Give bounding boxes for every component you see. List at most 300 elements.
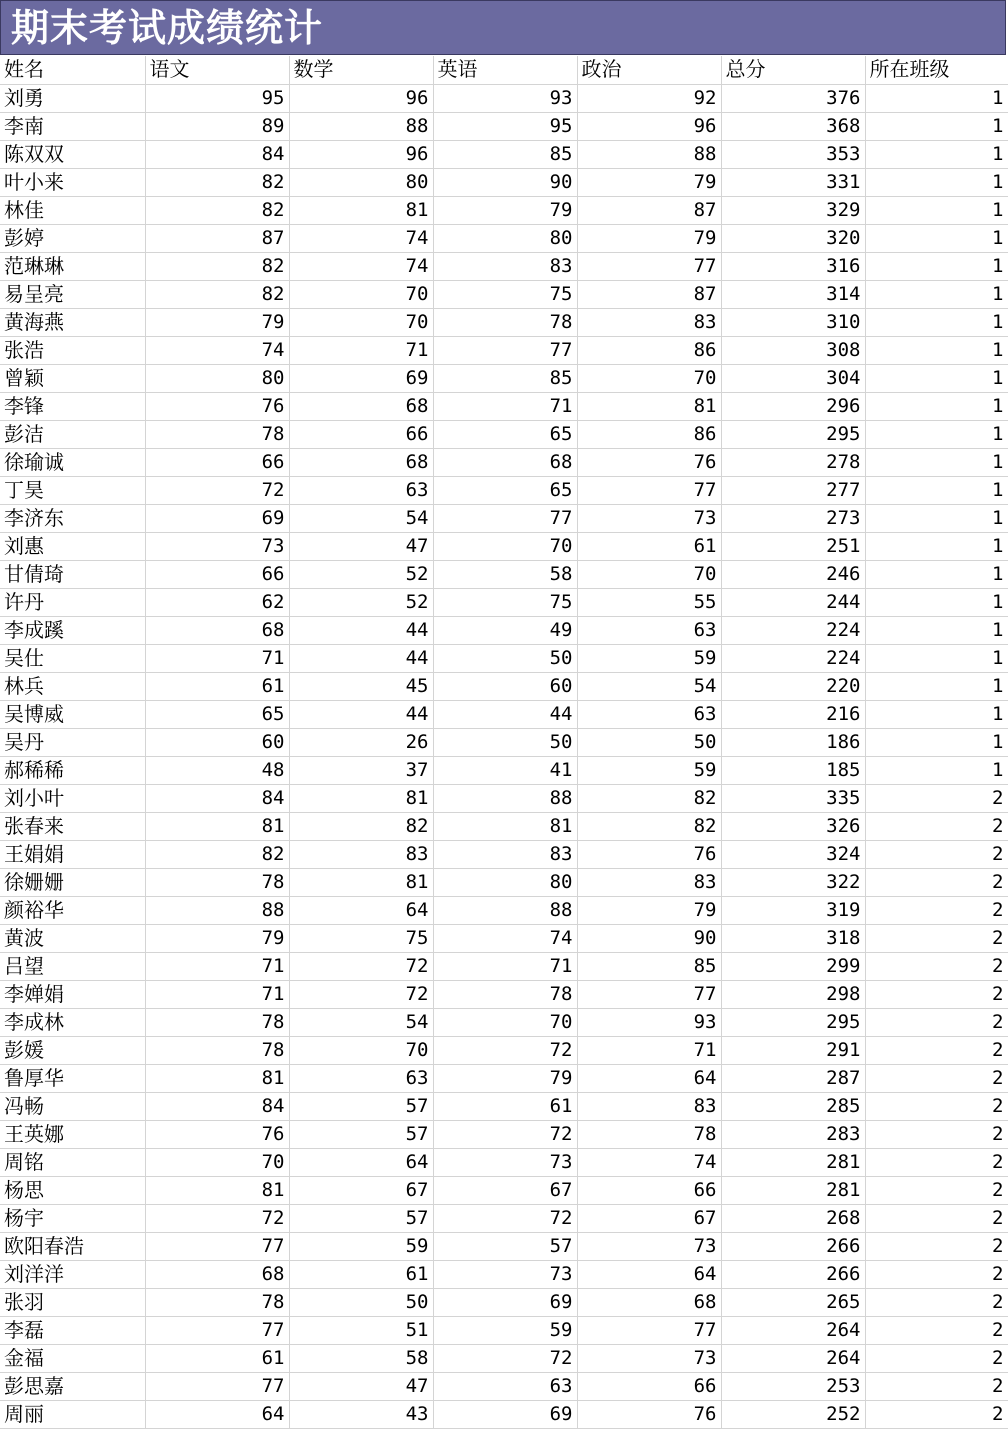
class-number-cell[interactable]: 2 <box>865 1036 1008 1064</box>
score-chinese-cell[interactable]: 73 <box>145 532 289 560</box>
score-chinese-cell[interactable]: 77 <box>145 1372 289 1400</box>
score-math-cell[interactable]: 47 <box>289 1372 433 1400</box>
score-politics-cell[interactable]: 64 <box>577 1260 721 1288</box>
score-chinese-cell[interactable]: 62 <box>145 588 289 616</box>
score-math-cell[interactable]: 43 <box>289 1400 433 1428</box>
score-english-cell[interactable]: 81 <box>433 812 577 840</box>
score-math-cell[interactable]: 66 <box>289 420 433 448</box>
score-math-cell[interactable]: 26 <box>289 728 433 756</box>
score-politics-cell[interactable]: 93 <box>577 1008 721 1036</box>
score-total-cell[interactable]: 185 <box>721 756 865 784</box>
score-chinese-cell[interactable]: 71 <box>145 980 289 1008</box>
score-politics-cell[interactable]: 59 <box>577 756 721 784</box>
score-chinese-cell[interactable]: 74 <box>145 336 289 364</box>
score-math-cell[interactable]: 52 <box>289 560 433 588</box>
class-number-cell[interactable]: 2 <box>865 1120 1008 1148</box>
score-english-cell[interactable]: 88 <box>433 896 577 924</box>
score-english-cell[interactable]: 65 <box>433 420 577 448</box>
score-total-cell[interactable]: 283 <box>721 1120 865 1148</box>
class-number-cell[interactable]: 1 <box>865 308 1008 336</box>
student-name-cell[interactable]: 颜裕华 <box>0 896 145 924</box>
score-english-cell[interactable]: 72 <box>433 1344 577 1372</box>
class-number-cell[interactable]: 1 <box>865 448 1008 476</box>
score-chinese-cell[interactable]: 81 <box>145 1176 289 1204</box>
score-total-cell[interactable]: 320 <box>721 224 865 252</box>
score-chinese-cell[interactable]: 68 <box>145 616 289 644</box>
student-name-cell[interactable]: 吴博威 <box>0 700 145 728</box>
student-name-cell[interactable]: 冯畅 <box>0 1092 145 1120</box>
score-chinese-cell[interactable]: 65 <box>145 700 289 728</box>
student-name-cell[interactable]: 曾颖 <box>0 364 145 392</box>
class-number-cell[interactable]: 1 <box>865 84 1008 112</box>
score-english-cell[interactable]: 67 <box>433 1176 577 1204</box>
score-politics-cell[interactable]: 70 <box>577 560 721 588</box>
score-chinese-cell[interactable]: 77 <box>145 1232 289 1260</box>
score-math-cell[interactable]: 37 <box>289 756 433 784</box>
score-chinese-cell[interactable]: 71 <box>145 644 289 672</box>
class-number-cell[interactable]: 1 <box>865 280 1008 308</box>
student-name-cell[interactable]: 彭思嘉 <box>0 1372 145 1400</box>
score-politics-cell[interactable]: 77 <box>577 252 721 280</box>
student-name-cell[interactable]: 吴丹 <box>0 728 145 756</box>
student-name-cell[interactable]: 周丽 <box>0 1400 145 1428</box>
score-chinese-cell[interactable]: 88 <box>145 896 289 924</box>
class-number-cell[interactable]: 1 <box>865 364 1008 392</box>
score-total-cell[interactable]: 324 <box>721 840 865 868</box>
score-math-cell[interactable]: 82 <box>289 812 433 840</box>
score-total-cell[interactable]: 331 <box>721 168 865 196</box>
class-number-cell[interactable]: 2 <box>865 952 1008 980</box>
score-total-cell[interactable]: 246 <box>721 560 865 588</box>
score-politics-cell[interactable]: 86 <box>577 336 721 364</box>
class-number-cell[interactable]: 1 <box>865 616 1008 644</box>
score-total-cell[interactable]: 304 <box>721 364 865 392</box>
score-english-cell[interactable]: 71 <box>433 392 577 420</box>
score-politics-cell[interactable]: 83 <box>577 868 721 896</box>
score-total-cell[interactable]: 244 <box>721 588 865 616</box>
score-total-cell[interactable]: 266 <box>721 1260 865 1288</box>
score-politics-cell[interactable]: 86 <box>577 420 721 448</box>
score-chinese-cell[interactable]: 82 <box>145 280 289 308</box>
score-total-cell[interactable]: 216 <box>721 700 865 728</box>
score-english-cell[interactable]: 50 <box>433 728 577 756</box>
score-chinese-cell[interactable]: 95 <box>145 84 289 112</box>
class-number-cell[interactable]: 1 <box>865 560 1008 588</box>
score-politics-cell[interactable]: 96 <box>577 112 721 140</box>
class-number-cell[interactable]: 2 <box>865 1064 1008 1092</box>
score-math-cell[interactable]: 81 <box>289 784 433 812</box>
score-english-cell[interactable]: 57 <box>433 1232 577 1260</box>
score-english-cell[interactable]: 85 <box>433 140 577 168</box>
student-name-cell[interactable]: 刘勇 <box>0 84 145 112</box>
score-chinese-cell[interactable]: 71 <box>145 952 289 980</box>
class-number-cell[interactable]: 1 <box>865 420 1008 448</box>
score-english-cell[interactable]: 80 <box>433 224 577 252</box>
score-chinese-cell[interactable]: 80 <box>145 364 289 392</box>
class-number-cell[interactable]: 1 <box>865 252 1008 280</box>
score-total-cell[interactable]: 335 <box>721 784 865 812</box>
score-politics-cell[interactable]: 87 <box>577 280 721 308</box>
score-chinese-cell[interactable]: 72 <box>145 476 289 504</box>
score-total-cell[interactable]: 224 <box>721 616 865 644</box>
score-english-cell[interactable]: 50 <box>433 644 577 672</box>
class-number-cell[interactable]: 2 <box>865 1372 1008 1400</box>
score-math-cell[interactable]: 70 <box>289 280 433 308</box>
score-total-cell[interactable]: 296 <box>721 392 865 420</box>
header-class[interactable]: 所在班级 <box>865 56 1008 84</box>
score-math-cell[interactable]: 57 <box>289 1204 433 1232</box>
score-politics-cell[interactable]: 82 <box>577 784 721 812</box>
score-politics-cell[interactable]: 79 <box>577 168 721 196</box>
class-number-cell[interactable]: 2 <box>865 980 1008 1008</box>
score-math-cell[interactable]: 63 <box>289 1064 433 1092</box>
student-name-cell[interactable]: 金福 <box>0 1344 145 1372</box>
student-name-cell[interactable]: 徐姗姗 <box>0 868 145 896</box>
student-name-cell[interactable]: 李成蹊 <box>0 616 145 644</box>
score-english-cell[interactable]: 59 <box>433 1316 577 1344</box>
class-number-cell[interactable]: 2 <box>865 840 1008 868</box>
student-name-cell[interactable]: 易呈亮 <box>0 280 145 308</box>
score-english-cell[interactable]: 77 <box>433 336 577 364</box>
score-total-cell[interactable]: 281 <box>721 1148 865 1176</box>
class-number-cell[interactable]: 1 <box>865 504 1008 532</box>
score-english-cell[interactable]: 72 <box>433 1036 577 1064</box>
score-total-cell[interactable]: 252 <box>721 1400 865 1428</box>
score-english-cell[interactable]: 75 <box>433 588 577 616</box>
score-chinese-cell[interactable]: 84 <box>145 140 289 168</box>
score-total-cell[interactable]: 329 <box>721 196 865 224</box>
score-politics-cell[interactable]: 87 <box>577 196 721 224</box>
score-chinese-cell[interactable]: 84 <box>145 784 289 812</box>
score-math-cell[interactable]: 75 <box>289 924 433 952</box>
student-name-cell[interactable]: 吕望 <box>0 952 145 980</box>
score-politics-cell[interactable]: 73 <box>577 1344 721 1372</box>
score-math-cell[interactable]: 72 <box>289 980 433 1008</box>
header-name[interactable]: 姓名 <box>0 56 145 84</box>
score-english-cell[interactable]: 70 <box>433 532 577 560</box>
score-politics-cell[interactable]: 68 <box>577 1288 721 1316</box>
student-name-cell[interactable]: 李锋 <box>0 392 145 420</box>
score-math-cell[interactable]: 74 <box>289 224 433 252</box>
score-total-cell[interactable]: 353 <box>721 140 865 168</box>
score-total-cell[interactable]: 266 <box>721 1232 865 1260</box>
score-politics-cell[interactable]: 83 <box>577 308 721 336</box>
student-name-cell[interactable]: 周铭 <box>0 1148 145 1176</box>
score-total-cell[interactable]: 368 <box>721 112 865 140</box>
class-number-cell[interactable]: 2 <box>865 896 1008 924</box>
class-number-cell[interactable]: 1 <box>865 644 1008 672</box>
score-math-cell[interactable]: 64 <box>289 1148 433 1176</box>
score-english-cell[interactable]: 72 <box>433 1204 577 1232</box>
score-chinese-cell[interactable]: 64 <box>145 1400 289 1428</box>
score-total-cell[interactable]: 220 <box>721 672 865 700</box>
student-name-cell[interactable]: 刘小叶 <box>0 784 145 812</box>
score-math-cell[interactable]: 47 <box>289 532 433 560</box>
score-chinese-cell[interactable]: 79 <box>145 308 289 336</box>
class-number-cell[interactable]: 2 <box>865 784 1008 812</box>
class-number-cell[interactable]: 2 <box>865 1288 1008 1316</box>
score-math-cell[interactable]: 80 <box>289 168 433 196</box>
class-number-cell[interactable]: 1 <box>865 756 1008 784</box>
score-total-cell[interactable]: 299 <box>721 952 865 980</box>
class-number-cell[interactable]: 1 <box>865 672 1008 700</box>
score-english-cell[interactable]: 73 <box>433 1148 577 1176</box>
score-politics-cell[interactable]: 76 <box>577 448 721 476</box>
score-math-cell[interactable]: 68 <box>289 448 433 476</box>
score-chinese-cell[interactable]: 70 <box>145 1148 289 1176</box>
score-math-cell[interactable]: 52 <box>289 588 433 616</box>
score-math-cell[interactable]: 57 <box>289 1120 433 1148</box>
score-english-cell[interactable]: 79 <box>433 1064 577 1092</box>
score-politics-cell[interactable]: 76 <box>577 1400 721 1428</box>
score-politics-cell[interactable]: 63 <box>577 616 721 644</box>
score-chinese-cell[interactable]: 78 <box>145 420 289 448</box>
score-chinese-cell[interactable]: 81 <box>145 812 289 840</box>
score-english-cell[interactable]: 49 <box>433 616 577 644</box>
class-number-cell[interactable]: 2 <box>865 1400 1008 1428</box>
score-math-cell[interactable]: 63 <box>289 476 433 504</box>
score-english-cell[interactable]: 74 <box>433 924 577 952</box>
header-politics[interactable]: 政治 <box>577 56 721 84</box>
score-math-cell[interactable]: 45 <box>289 672 433 700</box>
score-english-cell[interactable]: 41 <box>433 756 577 784</box>
score-english-cell[interactable]: 68 <box>433 448 577 476</box>
score-politics-cell[interactable]: 83 <box>577 1092 721 1120</box>
score-english-cell[interactable]: 80 <box>433 868 577 896</box>
score-math-cell[interactable]: 83 <box>289 840 433 868</box>
score-chinese-cell[interactable]: 76 <box>145 392 289 420</box>
student-name-cell[interactable]: 范琳琳 <box>0 252 145 280</box>
score-total-cell[interactable]: 318 <box>721 924 865 952</box>
score-english-cell[interactable]: 85 <box>433 364 577 392</box>
class-number-cell[interactable]: 2 <box>865 1148 1008 1176</box>
student-name-cell[interactable]: 徐瑜诚 <box>0 448 145 476</box>
score-chinese-cell[interactable]: 48 <box>145 756 289 784</box>
class-number-cell[interactable]: 1 <box>865 140 1008 168</box>
score-politics-cell[interactable]: 92 <box>577 84 721 112</box>
score-english-cell[interactable]: 90 <box>433 168 577 196</box>
score-total-cell[interactable]: 291 <box>721 1036 865 1064</box>
student-name-cell[interactable]: 陈双双 <box>0 140 145 168</box>
score-total-cell[interactable]: 310 <box>721 308 865 336</box>
score-chinese-cell[interactable]: 66 <box>145 448 289 476</box>
student-name-cell[interactable]: 黄波 <box>0 924 145 952</box>
student-name-cell[interactable]: 欧阳春浩 <box>0 1232 145 1260</box>
class-number-cell[interactable]: 1 <box>865 476 1008 504</box>
score-chinese-cell[interactable]: 78 <box>145 1036 289 1064</box>
score-politics-cell[interactable]: 90 <box>577 924 721 952</box>
score-math-cell[interactable]: 68 <box>289 392 433 420</box>
score-math-cell[interactable]: 71 <box>289 336 433 364</box>
student-name-cell[interactable]: 许丹 <box>0 588 145 616</box>
score-total-cell[interactable]: 277 <box>721 476 865 504</box>
student-name-cell[interactable]: 彭洁 <box>0 420 145 448</box>
class-number-cell[interactable]: 2 <box>865 1260 1008 1288</box>
score-english-cell[interactable]: 61 <box>433 1092 577 1120</box>
score-politics-cell[interactable]: 81 <box>577 392 721 420</box>
student-name-cell[interactable]: 彭媛 <box>0 1036 145 1064</box>
score-math-cell[interactable]: 54 <box>289 504 433 532</box>
class-number-cell[interactable]: 1 <box>865 224 1008 252</box>
score-total-cell[interactable]: 265 <box>721 1288 865 1316</box>
score-total-cell[interactable]: 376 <box>721 84 865 112</box>
score-politics-cell[interactable]: 77 <box>577 980 721 1008</box>
student-name-cell[interactable]: 叶小来 <box>0 168 145 196</box>
score-chinese-cell[interactable]: 60 <box>145 728 289 756</box>
score-total-cell[interactable]: 268 <box>721 1204 865 1232</box>
student-name-cell[interactable]: 林佳 <box>0 196 145 224</box>
score-politics-cell[interactable]: 82 <box>577 812 721 840</box>
header-chinese[interactable]: 语文 <box>145 56 289 84</box>
score-math-cell[interactable]: 59 <box>289 1232 433 1260</box>
score-total-cell[interactable]: 253 <box>721 1372 865 1400</box>
score-politics-cell[interactable]: 88 <box>577 140 721 168</box>
class-number-cell[interactable]: 2 <box>865 868 1008 896</box>
student-name-cell[interactable]: 李磊 <box>0 1316 145 1344</box>
student-name-cell[interactable]: 李婵娟 <box>0 980 145 1008</box>
student-name-cell[interactable]: 鲁厚华 <box>0 1064 145 1092</box>
score-chinese-cell[interactable]: 78 <box>145 1288 289 1316</box>
student-name-cell[interactable]: 张羽 <box>0 1288 145 1316</box>
score-math-cell[interactable]: 44 <box>289 644 433 672</box>
class-number-cell[interactable]: 2 <box>865 812 1008 840</box>
score-english-cell[interactable]: 93 <box>433 84 577 112</box>
student-name-cell[interactable]: 杨宇 <box>0 1204 145 1232</box>
score-chinese-cell[interactable]: 84 <box>145 1092 289 1120</box>
score-english-cell[interactable]: 69 <box>433 1400 577 1428</box>
score-english-cell[interactable]: 78 <box>433 308 577 336</box>
score-chinese-cell[interactable]: 69 <box>145 504 289 532</box>
score-math-cell[interactable]: 88 <box>289 112 433 140</box>
score-politics-cell[interactable]: 66 <box>577 1176 721 1204</box>
class-number-cell[interactable]: 1 <box>865 700 1008 728</box>
score-english-cell[interactable]: 73 <box>433 1260 577 1288</box>
class-number-cell[interactable]: 1 <box>865 532 1008 560</box>
score-total-cell[interactable]: 295 <box>721 1008 865 1036</box>
score-math-cell[interactable]: 74 <box>289 252 433 280</box>
class-number-cell[interactable]: 2 <box>865 1232 1008 1260</box>
score-total-cell[interactable]: 264 <box>721 1316 865 1344</box>
student-name-cell[interactable]: 李济东 <box>0 504 145 532</box>
score-math-cell[interactable]: 81 <box>289 868 433 896</box>
score-chinese-cell[interactable]: 82 <box>145 168 289 196</box>
score-english-cell[interactable]: 77 <box>433 504 577 532</box>
score-chinese-cell[interactable]: 78 <box>145 1008 289 1036</box>
score-chinese-cell[interactable]: 82 <box>145 196 289 224</box>
score-politics-cell[interactable]: 64 <box>577 1064 721 1092</box>
score-total-cell[interactable]: 316 <box>721 252 865 280</box>
score-total-cell[interactable]: 264 <box>721 1344 865 1372</box>
score-english-cell[interactable]: 79 <box>433 196 577 224</box>
student-name-cell[interactable]: 张浩 <box>0 336 145 364</box>
score-total-cell[interactable]: 273 <box>721 504 865 532</box>
score-english-cell[interactable]: 71 <box>433 952 577 980</box>
score-chinese-cell[interactable]: 77 <box>145 1316 289 1344</box>
student-name-cell[interactable]: 林兵 <box>0 672 145 700</box>
score-politics-cell[interactable]: 79 <box>577 224 721 252</box>
header-math[interactable]: 数学 <box>289 56 433 84</box>
class-number-cell[interactable]: 1 <box>865 392 1008 420</box>
score-total-cell[interactable]: 281 <box>721 1176 865 1204</box>
class-number-cell[interactable]: 2 <box>865 1008 1008 1036</box>
student-name-cell[interactable]: 李成林 <box>0 1008 145 1036</box>
header-total[interactable]: 总分 <box>721 56 865 84</box>
score-math-cell[interactable]: 81 <box>289 196 433 224</box>
score-chinese-cell[interactable]: 61 <box>145 672 289 700</box>
student-name-cell[interactable]: 刘惠 <box>0 532 145 560</box>
score-chinese-cell[interactable]: 66 <box>145 560 289 588</box>
score-total-cell[interactable]: 285 <box>721 1092 865 1120</box>
class-number-cell[interactable]: 2 <box>865 1204 1008 1232</box>
score-math-cell[interactable]: 72 <box>289 952 433 980</box>
score-total-cell[interactable]: 295 <box>721 420 865 448</box>
score-english-cell[interactable]: 78 <box>433 980 577 1008</box>
score-total-cell[interactable]: 308 <box>721 336 865 364</box>
score-chinese-cell[interactable]: 61 <box>145 1344 289 1372</box>
student-name-cell[interactable]: 王娟娟 <box>0 840 145 868</box>
score-politics-cell[interactable]: 78 <box>577 1120 721 1148</box>
score-politics-cell[interactable]: 59 <box>577 644 721 672</box>
student-name-cell[interactable]: 彭婷 <box>0 224 145 252</box>
header-english[interactable]: 英语 <box>433 56 577 84</box>
score-math-cell[interactable]: 50 <box>289 1288 433 1316</box>
score-total-cell[interactable]: 314 <box>721 280 865 308</box>
score-politics-cell[interactable]: 70 <box>577 364 721 392</box>
score-english-cell[interactable]: 83 <box>433 252 577 280</box>
score-chinese-cell[interactable]: 89 <box>145 112 289 140</box>
class-number-cell[interactable]: 2 <box>865 1176 1008 1204</box>
class-number-cell[interactable]: 1 <box>865 112 1008 140</box>
score-math-cell[interactable]: 54 <box>289 1008 433 1036</box>
student-name-cell[interactable]: 杨思 <box>0 1176 145 1204</box>
score-politics-cell[interactable]: 73 <box>577 504 721 532</box>
score-total-cell[interactable]: 186 <box>721 728 865 756</box>
score-total-cell[interactable]: 287 <box>721 1064 865 1092</box>
student-name-cell[interactable]: 黄海燕 <box>0 308 145 336</box>
score-total-cell[interactable]: 251 <box>721 532 865 560</box>
class-number-cell[interactable]: 2 <box>865 924 1008 952</box>
student-name-cell[interactable]: 吴仕 <box>0 644 145 672</box>
score-chinese-cell[interactable]: 72 <box>145 1204 289 1232</box>
score-english-cell[interactable]: 72 <box>433 1120 577 1148</box>
class-number-cell[interactable]: 1 <box>865 168 1008 196</box>
score-english-cell[interactable]: 95 <box>433 112 577 140</box>
student-name-cell[interactable]: 王英娜 <box>0 1120 145 1148</box>
score-politics-cell[interactable]: 61 <box>577 532 721 560</box>
score-politics-cell[interactable]: 76 <box>577 840 721 868</box>
class-number-cell[interactable]: 2 <box>865 1344 1008 1372</box>
score-chinese-cell[interactable]: 81 <box>145 1064 289 1092</box>
class-number-cell[interactable]: 2 <box>865 1316 1008 1344</box>
score-chinese-cell[interactable]: 68 <box>145 1260 289 1288</box>
score-english-cell[interactable]: 65 <box>433 476 577 504</box>
score-politics-cell[interactable]: 73 <box>577 1232 721 1260</box>
score-total-cell[interactable]: 326 <box>721 812 865 840</box>
score-math-cell[interactable]: 64 <box>289 896 433 924</box>
score-politics-cell[interactable]: 71 <box>577 1036 721 1064</box>
score-politics-cell[interactable]: 77 <box>577 1316 721 1344</box>
class-number-cell[interactable]: 1 <box>865 728 1008 756</box>
score-english-cell[interactable]: 69 <box>433 1288 577 1316</box>
score-math-cell[interactable]: 70 <box>289 1036 433 1064</box>
score-politics-cell[interactable]: 67 <box>577 1204 721 1232</box>
score-math-cell[interactable]: 57 <box>289 1092 433 1120</box>
score-english-cell[interactable]: 63 <box>433 1372 577 1400</box>
class-number-cell[interactable]: 1 <box>865 336 1008 364</box>
score-chinese-cell[interactable]: 76 <box>145 1120 289 1148</box>
score-math-cell[interactable]: 61 <box>289 1260 433 1288</box>
score-math-cell[interactable]: 44 <box>289 616 433 644</box>
